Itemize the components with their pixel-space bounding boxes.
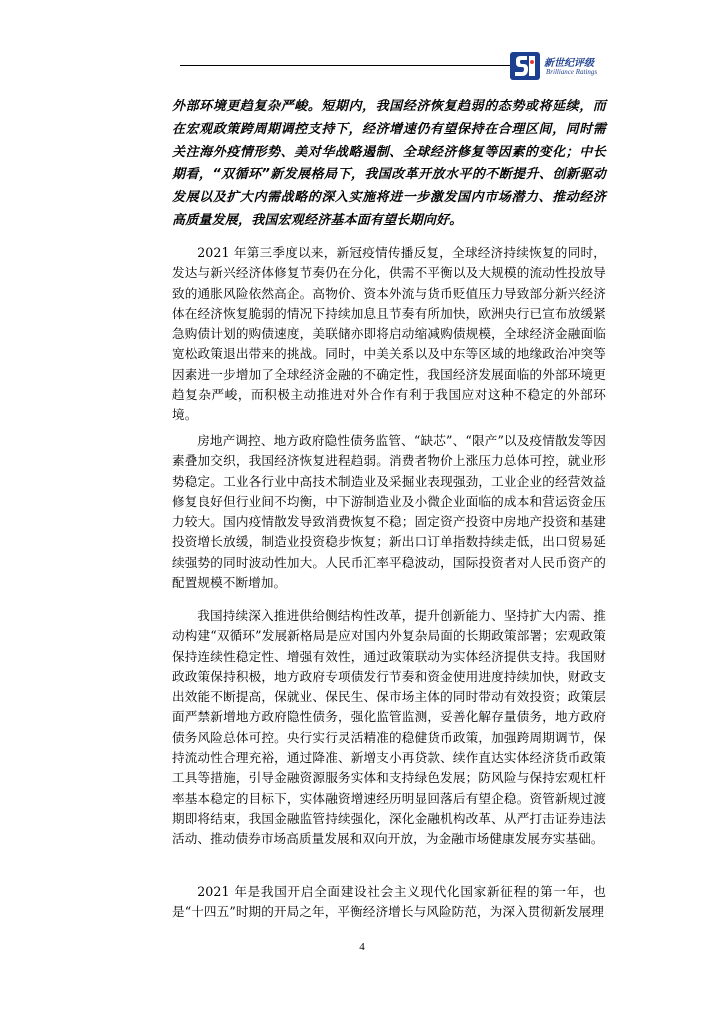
page-content xyxy=(172,96,606,920)
body-paragraph-2: 房地产调控、地方政府隐性债务监管、“缺芯”、“限产”以及疫情散发等因素叠加交织，我国经济恢复进程趋弱。消费者物价上涨压力总体可控，就业形势稳定。工业各行业中高技术制造业及采掘业表现强劲，工业企业的经营效益修复良好但行业间不均衡，中下游制造业及小微企业面临的成本和营运资金压力较大。国内疫情散发导致消费恢复不稳；固定资产投资中房地产投资和基建投资增长放缓，制造业投资稳步恢复；新出口订单指数持续走低，出口贸易延续强势的同时波动性加大。人民币汇率平稳波动，国际投资者对人民币资产的配置规模不断增加。 xyxy=(172,433,606,591)
summary-paragraph: 外部环境更趋复杂严峻。短期内，我国经济恢复趋弱的态势或将延续，而在宏观政策跨周期调控支持下，经济增速仍有望保持在合理区间，同时需关注海外疫情形势、美对华战略遏制、全球经济修复等因素的变化；中长期看，“双循环”新发展格局下，我国改革开放水平的不断提升、创新驱动发展以及扩大内需战略的深入实施将进一步激发国内市场潜力、推动经济高质量发展，我国宏观经济基本面有望长期向好。 xyxy=(172,99,606,228)
logo-mark-icon xyxy=(510,52,540,80)
body-paragraph-3: 我国持续深入推进供给侧结构性改革，提升创新能力、坚持扩大内需、推动构建“双循环”发展新格局是应对国内外复杂局面的长期政策部署；宏观政策保持连续性稳定性、增强有效性，通过政策联动为实体经济提供支持。我国财政政策保持积极，地方政府专项债发行节奏和资金使用进度持续加快，财政支出效能不断提高，保就业、保民生、保市场主体的同时带动有效投资；政策层面严禁新增地方政府隐性债务，强化监管监测，妥善化解存量债务，地方政府债务风险总体可控。央行实行灵活精准的稳健货币政策，加强跨周期调节，保持流动性合理充裕，通过降准、新增支小再贷款、续作直达实体经济货币政策工具等措施，引导金融资源服务实体和支持绿色发展；防风险与保持宏观杠杆率基本稳定的目标下，实体融资增速经历明显回落后有望企稳。资管新规过渡期即将结束，我国金融监管持续强化，深化金融机构改革、从严打击证券违法活动、推动债券市场高质量发展和双向开放，为金融市场健康发展夯实基础。 xyxy=(172,608,606,847)
logo-cn-text: 新世纪评级 xyxy=(544,58,594,69)
header-rule xyxy=(180,65,512,66)
body-paragraph-1: 2021 年第三季度以来，新冠疫情传播反复，全球经济持续恢复的同时，发达与新兴经济体修复节奏仍在分化，供需不平衡以及大规模的流动性投放导致的通胀风险依然高企。高物价、资本外流与货币贬值压力导致部分新兴经济体在经济恢复脆弱的情况下持续加息且节奏有所加快，欧洲央行已宣布放缓紧急购债计划的购债速度，美联储亦即将启动缩减购债规模，全球经济金融面临宽松政策退出带来的挑战。同时，中美关系以及中东等区域的地缘政治冲突等因素进一步增加了全球经济金融的不确定性，我国经济发展面临的外部环境更趋复杂严峻，而积极主动推进对外合作有利于我国应对这种不稳定的外部环境。 xyxy=(172,245,606,423)
body-paragraph-4: 2021 年是我国开启全面建设社会主义现代化国家新征程的第一年，也是“十四五”时期的开局之年，平衡经济增长与风险防范，为深入贯彻新发展理 xyxy=(172,884,606,920)
logo-en-text: Brilliance Ratings xyxy=(546,68,598,76)
page-number: 4 xyxy=(359,941,365,953)
company-logo xyxy=(510,52,610,82)
